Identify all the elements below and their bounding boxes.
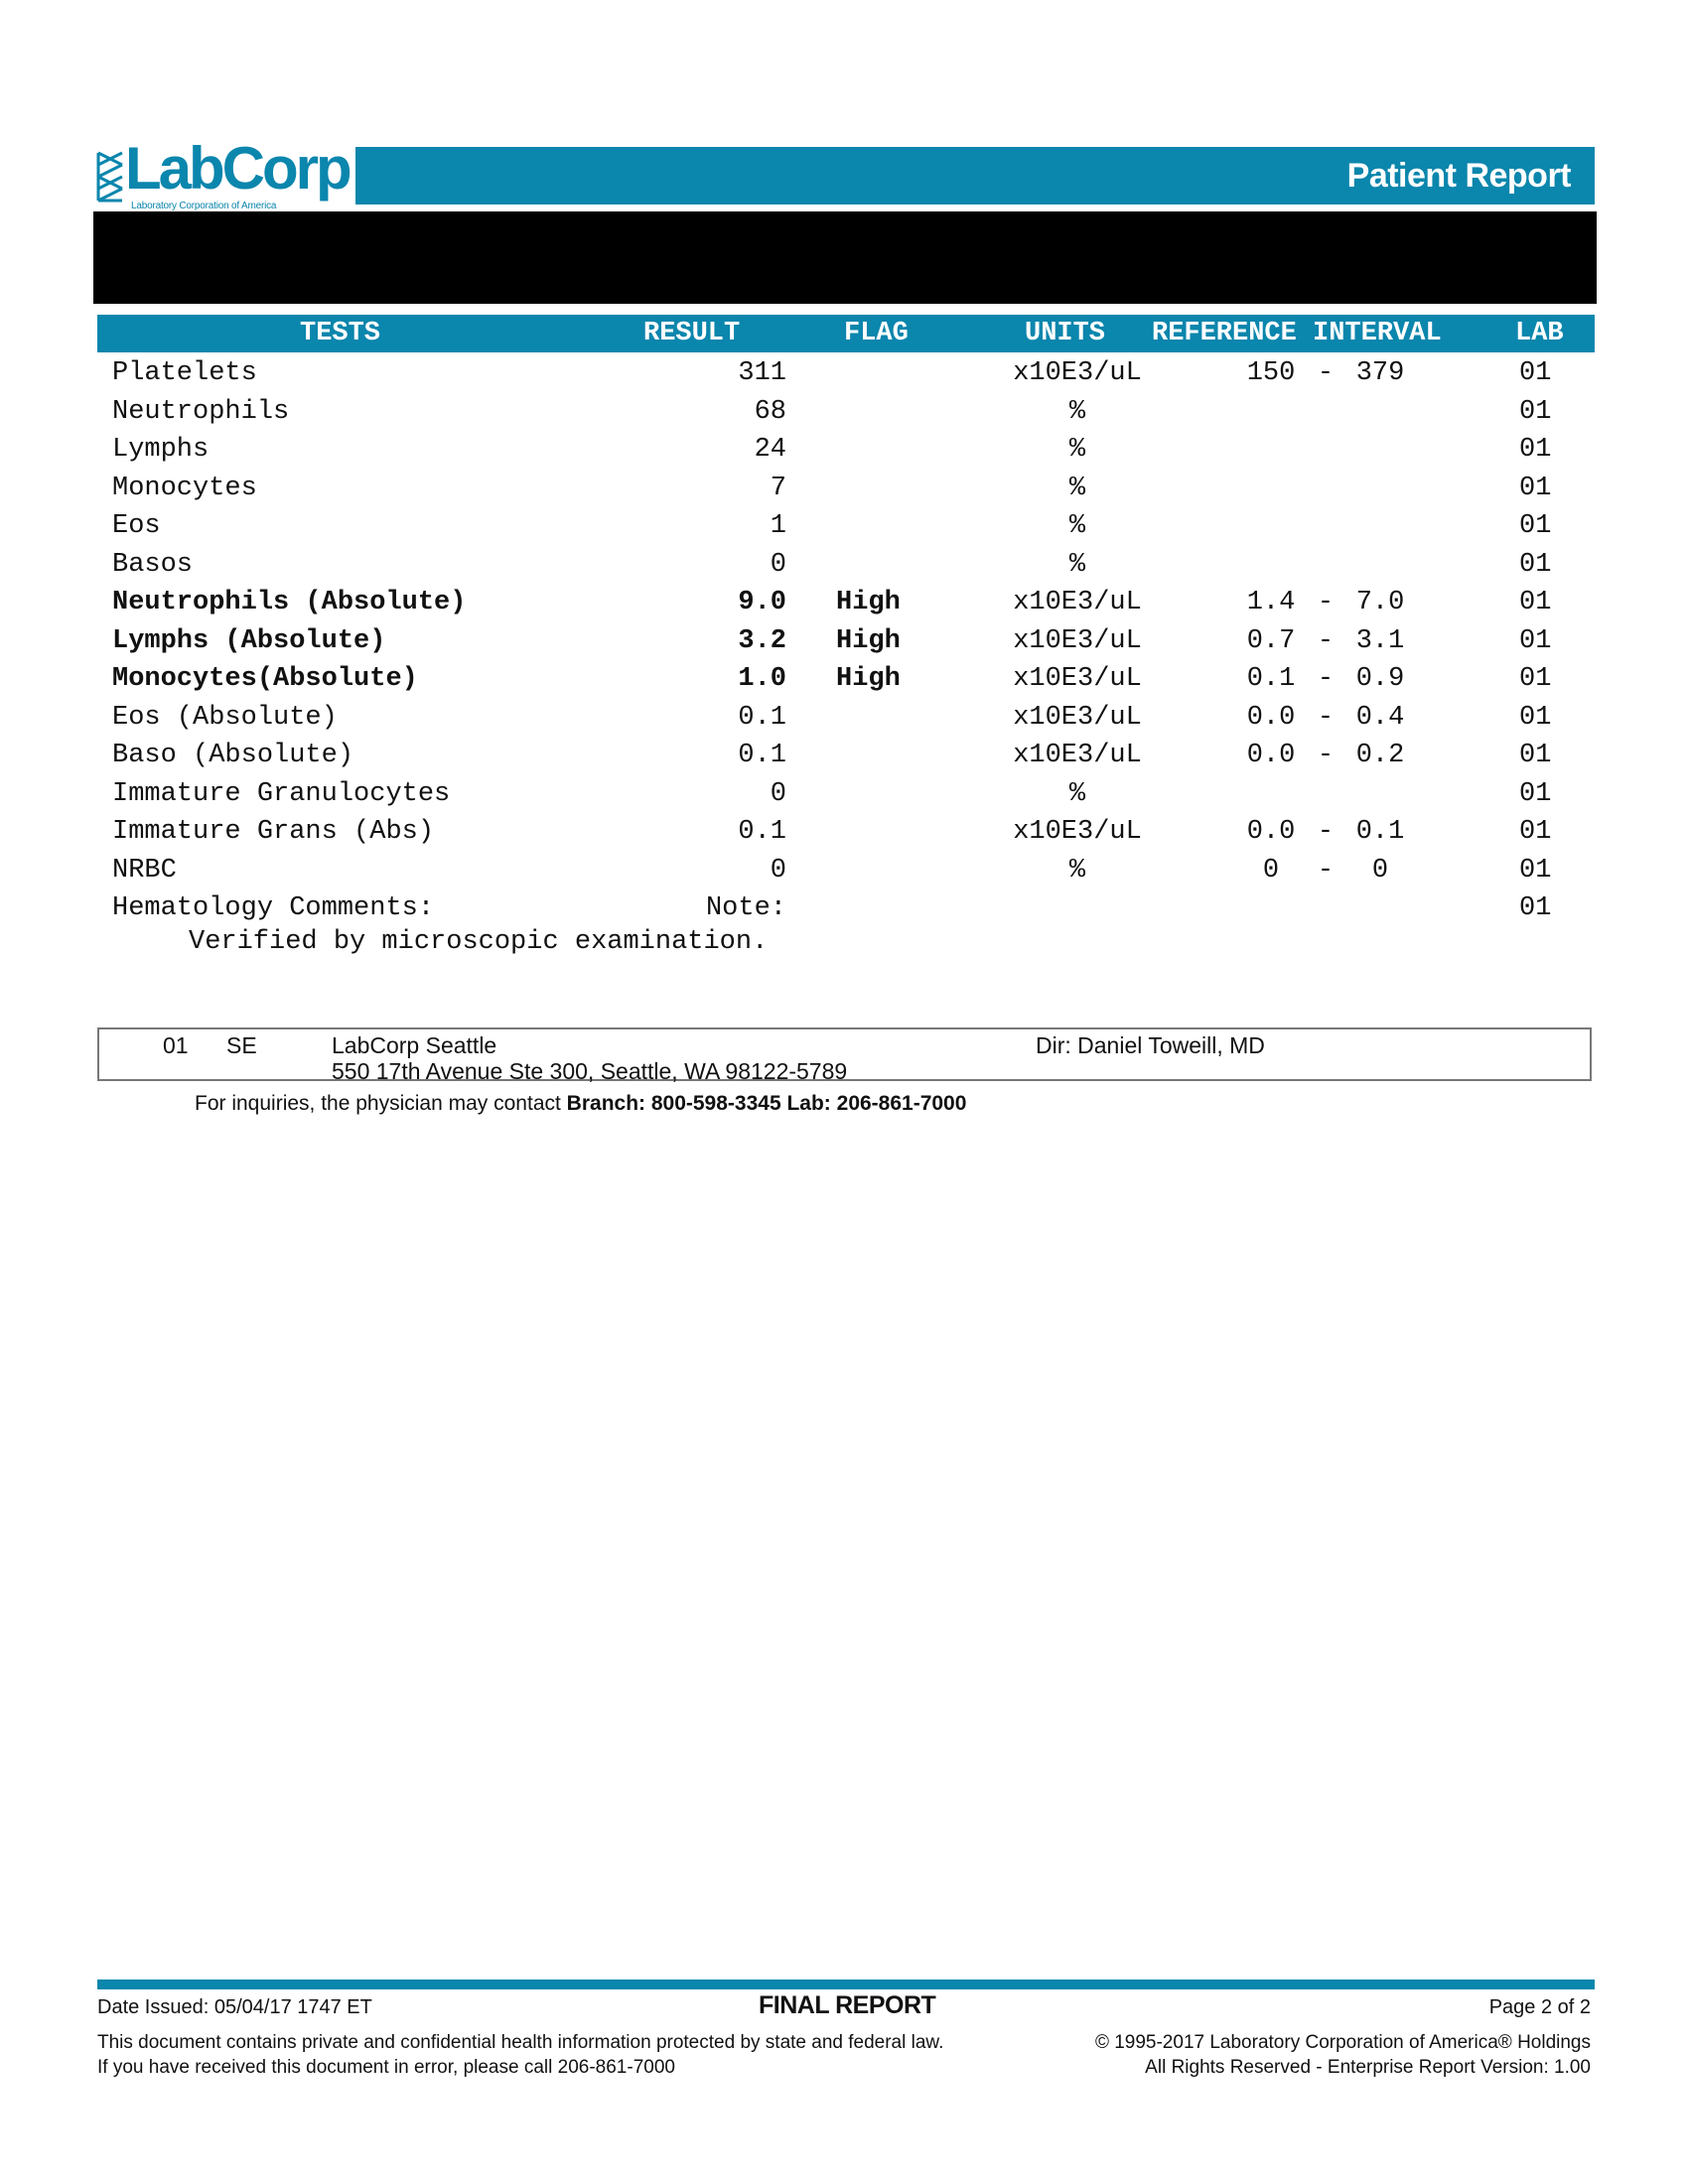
- reference-low: 0.0: [1246, 702, 1296, 733]
- reference-high: 379: [1355, 358, 1405, 388]
- reference-separator: -: [1317, 625, 1335, 656]
- page-title: Patient Report: [1346, 157, 1571, 195]
- column-header-flag: FLAG: [844, 319, 909, 348]
- labcorp-logo-icon: [95, 151, 125, 203]
- reference-high: 7.0: [1355, 588, 1405, 617]
- test-units: %: [1068, 549, 1086, 580]
- table-row: [0, 625, 1688, 663]
- date-issued: Date Issued: 05/04/17 1747 ET: [97, 1996, 372, 2018]
- test-units: %: [1068, 855, 1086, 886]
- lab-address: 550 17th Avenue Ste 300, Seattle, WA 98122-5789: [332, 1058, 848, 1084]
- test-result: 9.0: [738, 588, 786, 617]
- column-header-units: UNITS: [1025, 319, 1106, 348]
- lab-info-box: [97, 1027, 1592, 1084]
- reference-separator: -: [1317, 855, 1335, 886]
- test-units: x10E3/uL: [1013, 741, 1142, 770]
- table-row: [0, 549, 1688, 587]
- table-row: [0, 740, 1688, 777]
- test-result: 0.1: [738, 741, 786, 770]
- reference-low: 0.0: [1246, 741, 1296, 770]
- lab-director: Dir: Daniel Toweill, MD: [1036, 1032, 1265, 1058]
- test-name: Monocytes(Absolute): [112, 664, 418, 694]
- redacted-patient-band: [93, 211, 1597, 304]
- test-result: 311: [738, 358, 786, 388]
- lab-code: 01: [1519, 435, 1552, 465]
- test-result: 7: [770, 473, 786, 503]
- table-row: [0, 816, 1688, 854]
- test-units: %: [1068, 511, 1086, 541]
- test-units: %: [1068, 396, 1086, 427]
- hematology-comment-text: Verified by microscopic examination.: [189, 927, 769, 957]
- lab-code: 01: [1519, 473, 1552, 503]
- lab-code: 01: [1519, 817, 1552, 847]
- test-flag: High: [836, 625, 901, 656]
- test-units: %: [1068, 435, 1086, 465]
- lab-code: 01: [1519, 664, 1552, 694]
- lab-code: 01: [1519, 893, 1552, 923]
- table-row: [0, 702, 1688, 740]
- test-result: 0: [770, 855, 786, 886]
- test-name: Lymphs: [112, 435, 210, 465]
- lab-site-code: SE: [226, 1032, 257, 1058]
- test-result: 68: [754, 396, 786, 427]
- table-row: [0, 778, 1688, 816]
- test-result: 24: [754, 435, 786, 465]
- test-result: Note:: [705, 893, 786, 923]
- test-name: Hematology Comments:: [112, 893, 435, 923]
- reference-high: 0.1: [1355, 817, 1405, 847]
- inquiries-lab-phone: Lab: 206-861-7000: [780, 1092, 967, 1115]
- table-row: [0, 473, 1688, 510]
- test-name: Eos: [112, 511, 161, 541]
- column-header-result: RESULT: [643, 319, 741, 348]
- test-name: Baso (Absolute): [112, 741, 354, 770]
- reference-high: 0.2: [1355, 741, 1405, 770]
- lab-code: 01: [1519, 855, 1552, 886]
- inquiries-line: [195, 1090, 966, 1118]
- reference-high: 0.4: [1355, 702, 1405, 733]
- lab-code: 01: [1519, 358, 1552, 388]
- results-table-header: [97, 315, 1595, 352]
- lab-code: 01: [1519, 588, 1552, 617]
- table-row: [0, 434, 1688, 472]
- lab-name: LabCorp Seattle: [332, 1032, 497, 1058]
- table-row: [0, 892, 1688, 930]
- test-units: x10E3/uL: [1013, 625, 1142, 656]
- reference-low: 0.1: [1246, 664, 1296, 694]
- test-name: Lymphs (Absolute): [112, 625, 386, 656]
- reference-separator: -: [1317, 588, 1335, 617]
- test-name: Immature Grans (Abs): [112, 817, 435, 847]
- test-flag: High: [836, 664, 901, 694]
- test-name: Eos (Absolute): [112, 702, 338, 733]
- table-row: [0, 587, 1688, 624]
- lab-code: 01: [1519, 778, 1552, 809]
- test-name: Platelets: [112, 358, 257, 388]
- test-result: 0: [770, 549, 786, 580]
- reference-separator: -: [1317, 702, 1335, 733]
- lab-code: 01: [1519, 396, 1552, 427]
- inquiries-prefix: For inquiries, the physician may contact: [195, 1092, 567, 1115]
- test-name: Neutrophils (Absolute): [112, 588, 467, 617]
- lab-code: 01: [1519, 511, 1552, 541]
- lab-code: 01: [163, 1032, 189, 1058]
- reference-high: 0.9: [1355, 664, 1405, 694]
- test-result: 1.0: [738, 664, 786, 694]
- test-name: Immature Granulocytes: [112, 778, 451, 809]
- copyright-line1: © 1995-2017 Laboratory Corporation of America® Holdings: [1094, 2032, 1591, 2053]
- test-name: NRBC: [112, 855, 177, 886]
- test-result: 0: [770, 778, 786, 809]
- reference-high: 3.1: [1355, 625, 1405, 656]
- privacy-notice-line2: If you have received this document in error, please call 206-861-7000: [97, 2057, 675, 2078]
- test-name: Monocytes: [112, 473, 257, 503]
- reference-separator: -: [1317, 358, 1335, 388]
- inquiries-branch-phone: Branch: 800-598-3345: [566, 1092, 781, 1115]
- table-row: [0, 396, 1688, 434]
- table-row: [0, 855, 1688, 892]
- test-flag: High: [836, 588, 901, 617]
- logo-subtext: Laboratory Corporation of America: [131, 201, 277, 211]
- test-units: x10E3/uL: [1013, 358, 1142, 388]
- reference-separator: -: [1317, 817, 1335, 847]
- test-result: 1: [770, 511, 786, 541]
- reference-low: 0.7: [1246, 625, 1296, 656]
- test-units: x10E3/uL: [1013, 817, 1142, 847]
- reference-low: 0.0: [1246, 817, 1296, 847]
- test-units: x10E3/uL: [1013, 588, 1142, 617]
- test-result: 0.1: [738, 702, 786, 733]
- test-units: x10E3/uL: [1013, 664, 1142, 694]
- lab-code: 01: [1519, 625, 1552, 656]
- test-units: %: [1068, 473, 1086, 503]
- reference-low: 150: [1246, 358, 1296, 388]
- column-header-lab: LAB: [1515, 319, 1564, 348]
- reference-low: 0: [1262, 855, 1280, 886]
- header-bar: [355, 147, 1595, 205]
- test-name: Neutrophils: [112, 396, 290, 427]
- copyright-line2: All Rights Reserved - Enterprise Report Version: 1.00: [1145, 2057, 1591, 2078]
- footer-rule: [97, 1979, 1595, 1989]
- page-number: Page 2 of 2: [1488, 1996, 1591, 2018]
- reference-high: 0: [1371, 855, 1389, 886]
- table-row: [0, 663, 1688, 701]
- test-units: %: [1068, 778, 1086, 809]
- reference-separator: -: [1317, 741, 1335, 770]
- logo-wordmark: LabCorp: [125, 135, 350, 202]
- privacy-notice-line1: This document contains private and confidential health information protected by state and federal law.: [97, 2032, 944, 2053]
- column-header-tests: TESTS: [300, 319, 381, 348]
- test-result: 0.1: [738, 817, 786, 847]
- column-header-reference-interval: REFERENCE INTERVAL: [1152, 319, 1442, 348]
- lab-code: 01: [1519, 702, 1552, 733]
- reference-separator: -: [1317, 664, 1335, 694]
- labcorp-logo: [95, 135, 350, 211]
- table-row: [0, 510, 1688, 548]
- table-row: [0, 357, 1688, 395]
- reference-low: 1.4: [1246, 588, 1296, 617]
- test-name: Basos: [112, 549, 194, 580]
- final-report-label: FINAL REPORT: [759, 1991, 936, 2019]
- test-units: x10E3/uL: [1013, 702, 1142, 733]
- lab-code: 01: [1519, 741, 1552, 770]
- test-result: 3.2: [738, 625, 786, 656]
- lab-code: 01: [1519, 549, 1552, 580]
